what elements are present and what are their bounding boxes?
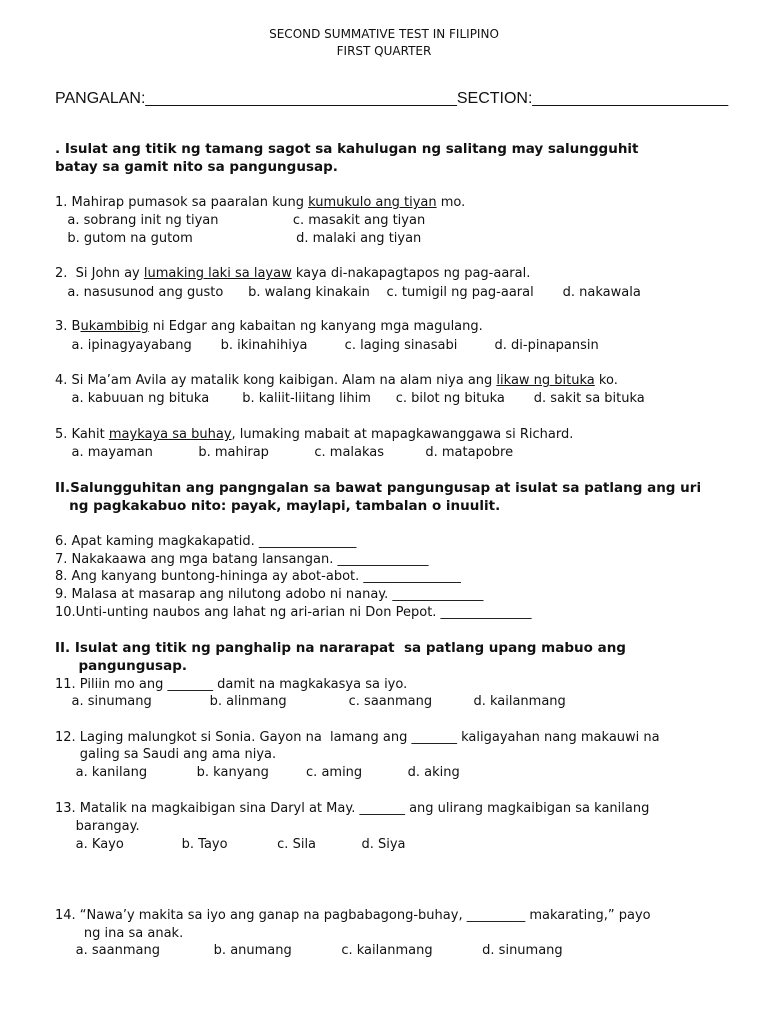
test-title: SECOND SUMMATIVE TEST IN FILIPINO xyxy=(269,27,499,41)
question-12: 12. Laging malungkot si Sonia. Gayon na lamang ang _______ kaligayahan nang makauwi na xyxy=(55,730,660,745)
question-2: 2. Si John ay lumaking laki sa layaw kaya di-nakapagtapos ng pag-aaral. xyxy=(55,266,531,281)
question-12-line2: galing sa Saudi ang ama niya. xyxy=(55,747,277,762)
part1-instruction-line1: . Isulat ang titik ng tamang sagot sa kahulugan ng salitang may salungguhit xyxy=(55,141,639,157)
underlined-phrase: kumukulo ang tiyan xyxy=(308,195,437,210)
underlined-phrase: likaw ng bituka xyxy=(496,373,595,388)
question-8: 8. Ang kanyang buntong-hininga ay abot-abot. _______________ xyxy=(55,569,461,584)
question-13: 13. Matalik na magkaibigan sina Daryl at May. _______ ang ulirang magkaibigan sa kanilang xyxy=(55,801,650,816)
part1-instruction-line2: batay sa gamit nito sa pangungusap. xyxy=(55,159,338,175)
part2-instruction-line1: II.Salungguhitan ang pangngalan sa bawat pangungusap at isulat sa patlang ang uri xyxy=(55,480,702,496)
question-14: 14. “Nawa’y makita sa iyo ang ganap na pagbabagong-buhay, _________ makarating,” payo xyxy=(55,908,651,923)
question-6: 6. Apat kaming magkakapatid. _______________ xyxy=(55,534,357,549)
question-5: 5. Kahit maykaya sa buhay, lumaking mabait at mapagkawanggawa si Richard. xyxy=(55,427,574,442)
question-11-choices: a. sinumang b. alinmang c. saanmang d. kailanmang xyxy=(55,694,566,709)
question-13-choices: a. Kayo b. Tayo c. Sila d. Siya xyxy=(55,837,406,852)
question-12-choices: a. kanilang b. kanyang c. aming d. aking xyxy=(55,765,460,780)
question-3: 3. Bukambibig ni Edgar ang kabaitan ng kanyang mga magulang. xyxy=(55,319,483,334)
question-4-choices: a. kabuuan ng bituka b. kaliit-liitang lihim c. bilot ng bituka d. sakit sa bituka xyxy=(55,391,645,406)
part3-instruction-line1: II. Isulat ang titik ng panghalip na nararapat sa patlang upang mabuo ang xyxy=(55,640,626,656)
underlined-phrase: maykaya sa buhay xyxy=(108,427,232,442)
question-14-line2: ng ina sa anak. xyxy=(55,926,184,941)
question-4: 4. Si Ma’am Avila ay matalik kong kaibigan. Alam na alam niya ang likaw ng bituka ko. xyxy=(55,373,618,388)
question-1-choices-row1: a. sobrang init ng tiyan c. masakit ang tiyan xyxy=(55,213,426,228)
question-10: 10.Unti-unting naubos ang lahat ng ari-arian ni Don Pepot. ______________ xyxy=(55,605,532,620)
question-9: 9. Malasa at masarap ang nilutong adobo ni nanay. ______________ xyxy=(55,587,484,602)
name-section-line: PANGALAN:___________________________________SECTION:______________________ xyxy=(55,90,729,107)
underlined-phrase: lumaking laki sa layaw xyxy=(143,266,292,281)
underlined-phrase: ukambibig xyxy=(80,319,149,334)
part3-instruction-line2: pangungusap. xyxy=(55,658,187,674)
question-1: 1. Mahirap pumasok sa paaralan kung kumukulo ang tiyan mo. xyxy=(55,195,466,210)
part2-instruction-line2: ng pagkakabuo nito: payak, maylapi, tambalan o inuulit. xyxy=(55,498,501,514)
test-subtitle: FIRST QUARTER xyxy=(336,44,432,58)
question-3-choices: a. ipinagyayabang b. ikinahihiya c. laging sinasabi d. di-pinapansin xyxy=(55,338,599,353)
question-13-line2: barangay. xyxy=(55,819,140,834)
question-2-choices: a. nasusunod ang gusto b. walang kinakain c. tumigil ng pag-aaral d. nakawala xyxy=(55,285,641,300)
question-5-choices: a. mayaman b. mahirap c. malakas d. matapobre xyxy=(55,445,514,460)
question-7: 7. Nakakaawa ang mga batang lansangan. ______________ xyxy=(55,552,429,567)
question-14-choices: a. saanmang b. anumang c. kailanmang d. sinumang xyxy=(55,943,563,958)
question-11: 11. Piliin mo ang _______ damit na magkakasya sa iyo. xyxy=(55,677,408,692)
question-1-choices-row2: b. gutom na gutom d. malaki ang tiyan xyxy=(55,231,422,246)
